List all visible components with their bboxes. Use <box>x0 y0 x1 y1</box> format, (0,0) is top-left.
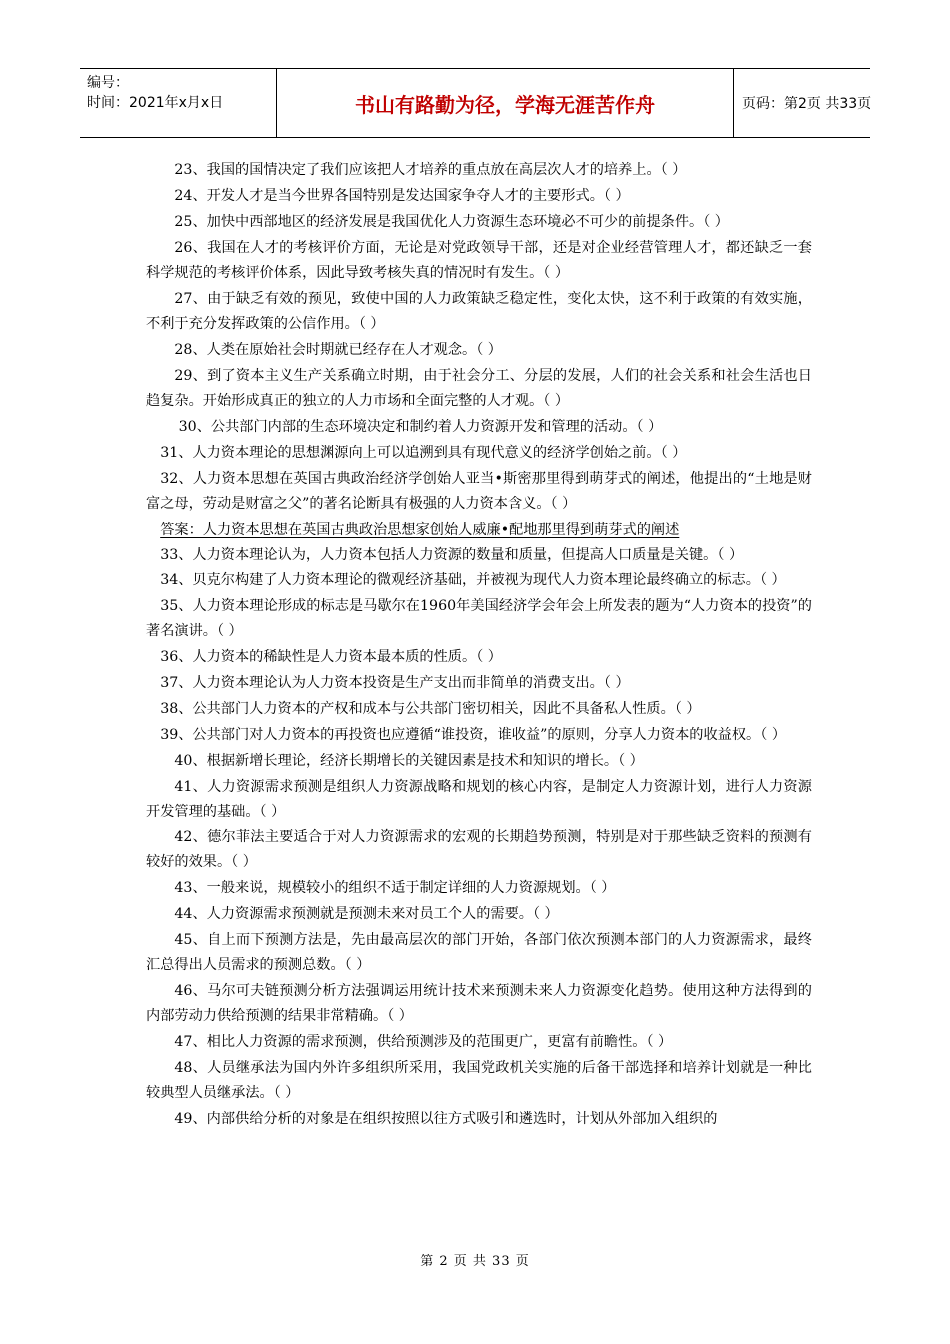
question-item: 31、人力资本理论的思想渊源向上可以追溯到具有现代意义的经济学创始之前。（ ） <box>160 445 687 461</box>
question-item: 答案：人力资本思想在英国古典政治思想家创始人威廉•配地那里得到萌芽式的阐述 <box>160 522 680 538</box>
question-item: 36、人力资本的稀缺性是人力资本最本质的性质。（ ） <box>160 649 502 665</box>
question-item: 24、开发人才是当今世界各国特别是发达国家争夺人才的主要形式。（ ） <box>174 188 630 204</box>
question-item: 40、根据新增长理论，经济长期增长的关键因素是技术和知识的增长。（ ） <box>174 753 644 769</box>
question-item: 49、内部供给分析的对象是在组织按照以往方式吸引和遴选时，计划从外部加入组织的 <box>174 1111 718 1127</box>
question-item: 43、一般来说，规模较小的组织不适于制定详细的人力资源规划。（ ） <box>174 880 616 896</box>
question-item: 32、人力资本思想在英国古典政治经济学创始人亚当•斯密那里得到萌芽式的阐述，他提出的“土地是财富之母，劳动是财富之父”的著名论断具有极强的人力资本含义。（ ） <box>146 471 812 512</box>
header-page-info: 页码：第2页 共33页 <box>742 96 872 112</box>
question-item: 23、我国的国情决定了我们应该把人才培养的重点放在高层次人才的培养上。（ ） <box>174 162 687 178</box>
question-item: 48、人员继承法为国内外许多组织所采用，我国党政机关实施的后备干部选择和培养计划就是一种比较典型人员继承法。（ ） <box>146 1060 812 1101</box>
question-item: 46、马尔可夫链预测分析方法强调运用统计技术来预测未来人力资源变化趋势。使用这种方法得到的内部劳动力供给预测的结果非常精确。（ ） <box>146 983 812 1024</box>
question-item: 41、人力资源需求预测是组织人力资源战略和规划的核心内容，是制定人力资源计划，进行人力资源开发管理的基础。（ ） <box>146 779 812 820</box>
serial-number-label: 编号： <box>87 75 129 91</box>
question-item: 33、人力资本理论认为，人力资本包括人力资源的数量和质量，但提高人口质量是关键。（ ） <box>160 547 744 563</box>
question-item: 39、公共部门对人力资本的再投资也应遵循“谁投资，谁收益”的原则，分享人力资本的收益权。（ ） <box>160 727 787 743</box>
question-list <box>146 158 812 1133</box>
question-item: 42、德尔菲法主要适合于对人力资源需求的宏观的长期趋势预测，特别是对于那些缺乏资料的预测有较好的效果。（ ） <box>146 829 812 870</box>
question-item: 29、到了资本主义生产关系确立时期，由于社会分工、分层的发展，人们的社会关系和社会生活也日趋复杂。开始形成真正的独立的人力市场和全面完整的人才观。（ ） <box>146 368 812 409</box>
question-item: 26、我国在人才的考核评价方面，无论是对党政领导干部，还是对企业经营管理人才，都还缺乏一套科学规范的考核评价体系，因此导致考核失真的情况时有发生。（ ） <box>146 240 812 281</box>
question-item: 28、人类在原始社会时期就已经存在人才观念。（ ） <box>174 342 502 358</box>
date-line: 时间：2021年x月x日 <box>87 95 224 111</box>
question-item: 30、公共部门内部的生态环境决定和制约着人力资源开发和管理的活动。（ ） <box>178 419 663 435</box>
header-meta <box>80 69 277 137</box>
question-item: 35、人力资本理论形成的标志是马歇尔在1960年美国经济学会年会上所发表的题为“人力资本的投资”的著名演讲。（ ） <box>146 598 812 639</box>
document-header <box>80 68 870 138</box>
question-item: 37、人力资本理论认为人力资本投资是生产支出而非简单的消费支出。（ ） <box>160 675 630 691</box>
question-item: 25、加快中西部地区的经济发展是我国优化人力资源生态环境必不可少的前提条件。（ ） <box>174 214 729 230</box>
question-item: 34、贝克尔构建了人力资本理论的微观经济基础，并被视为现代人力资本理论最终确立的标志。（ ） <box>160 572 786 588</box>
header-motto: 书山有路勤为径，学海无涯苦作舟 <box>277 69 734 137</box>
question-item: 38、公共部门人力资本的产权和成本与公共部门密切相关，因此不具备私人性质。（ ） <box>160 701 701 717</box>
page-footer: 第 2 页 共 33 页 <box>420 1254 530 1269</box>
question-item: 45、自上而下预测方法是，先由最高层次的部门开始，各部门依次预测本部门的人力资源需求，最终汇总得出人员需求的预测总数。（ ） <box>146 932 812 973</box>
question-item: 27、由于缺乏有效的预见，致使中国的人力政策缺乏稳定性，变化太快，这不利于政策的有效实施，不利于充分发挥政策的公信作用。（ ） <box>146 291 812 332</box>
question-item: 47、相比人力资源的需求预测，供给预测涉及的范围更广，更富有前瞻性。（ ） <box>174 1034 673 1050</box>
question-item: 44、人力资源需求预测就是预测未来对员工个人的需要。（ ） <box>174 906 559 922</box>
